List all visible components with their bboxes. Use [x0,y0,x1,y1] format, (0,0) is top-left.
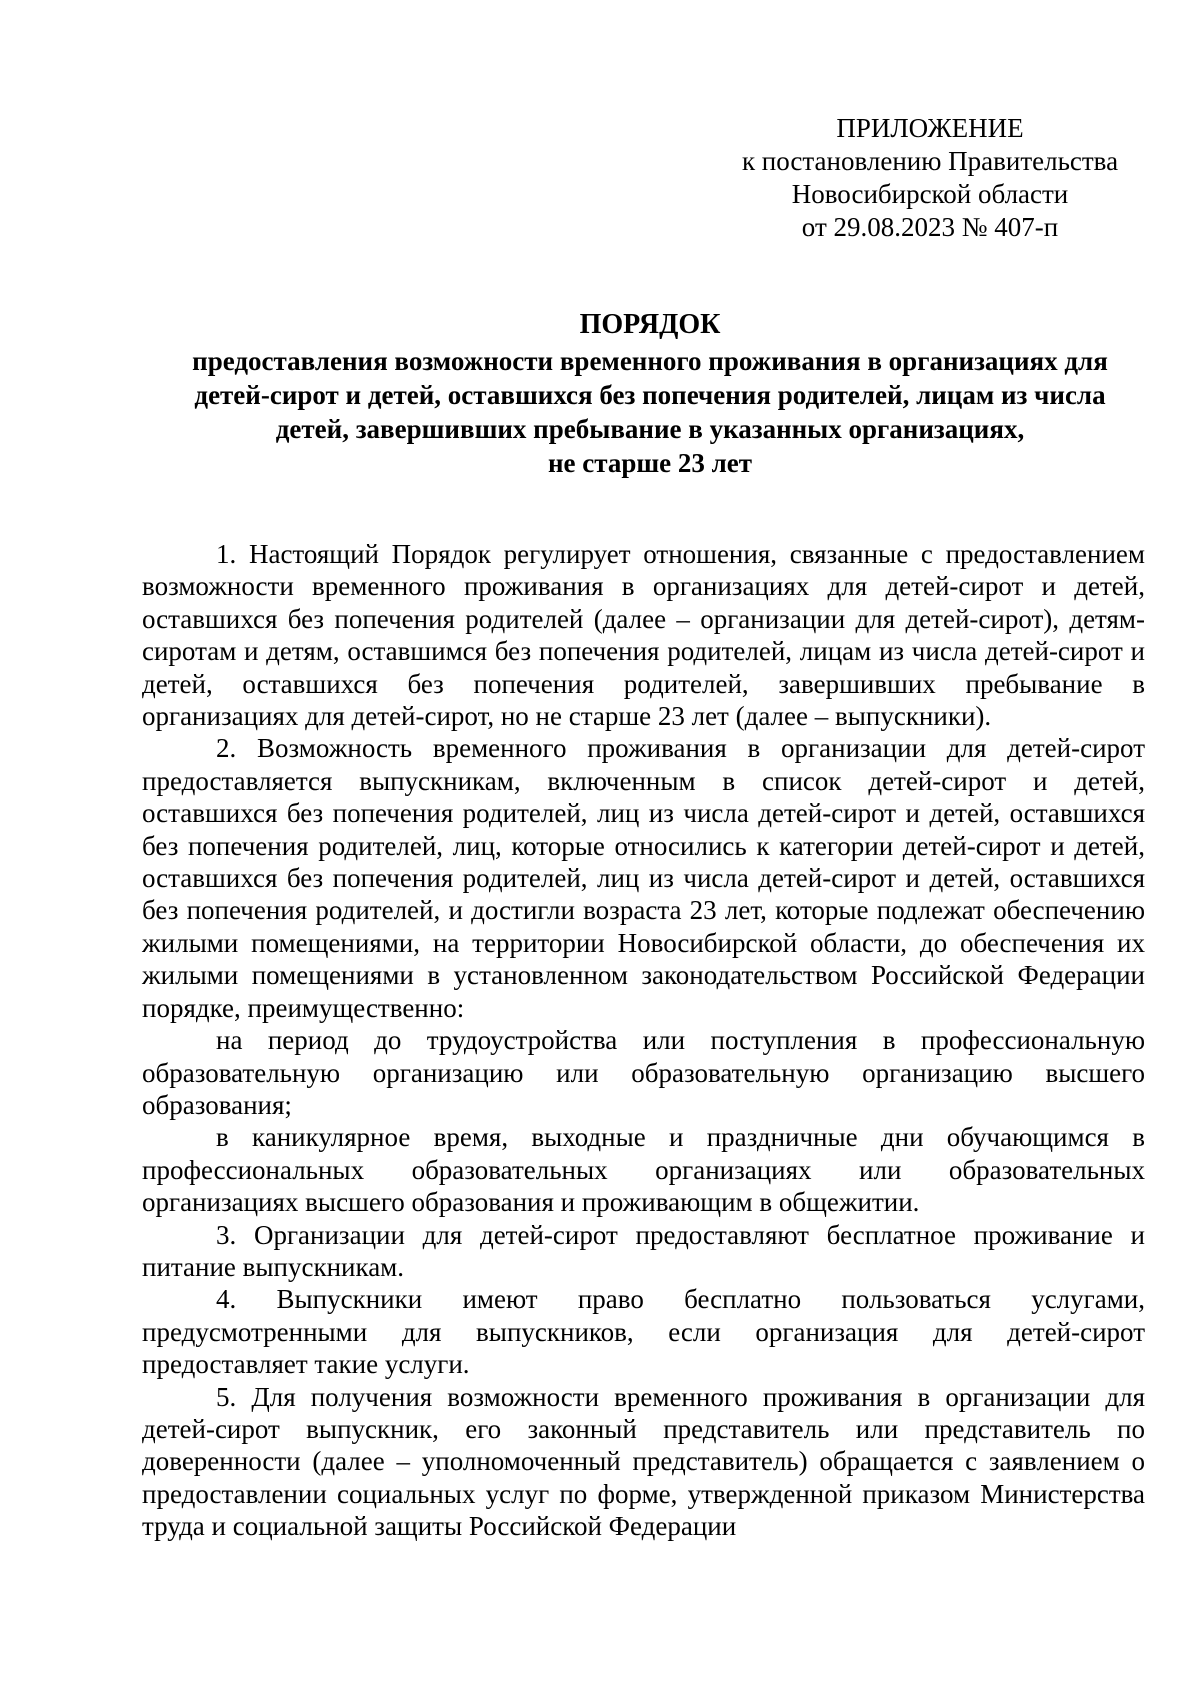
paragraph-3: 3. Организации для детей-сирот предоставляют бесплатное проживание и питание выпускникам. [142,1219,1145,1282]
paragraph-4: 4. Выпускники имеют право бесплатно пользоваться услугами, предусмотренными для выпускников, если организация для детей-сирот предоставляет такие услуги. [142,1284,1145,1380]
paragraph-2-item-2: в каникулярное время, выходные и праздничные дни обучающимся в профессиональных образовательных организациях или образовательных организациях высшего образования и проживающим в общежитии. [142,1122,1145,1218]
paragraph-2: 2. Возможность временного проживания в организации для детей-сирот предоставляется выпускникам, включенным в список детей-сирот и детей, оставшихся без попечения родителей, лиц из числа детей-сирот и детей, оставшихся без попечения родителей, лиц, которые относились к категории детей-сирот и детей, оставшихся без попечения родителей, лиц из числа детей-сирот и детей, оставшихся без попечения родителей, и достигли возраста 23 лет, которые подлежат обеспечению жилыми помещениями, на территории Новосибирской области, до обеспечения их жилыми помещениями в установленном законодательством Российской Федерации порядке, преимущественно: [142,733,1145,1023]
title-subtitle-line: предоставления возможности временного проживания в организациях для [192,346,1108,376]
paragraph-1: 1. Настоящий Порядок регулирует отношения, связанные с предоставлением возможности временного проживания в организациях для детей-сирот и детей, оставшихся без попечения родителей (далее – организации для детей-сирот), детям-сиротам и детям, оставшимся без попечения родителей, лицам из числа детей-сирот и детей, оставшихся без попечения родителей, завершивших пребывание в организациях для детей-сирот, но не старше 23 лет (далее – выпускники). [142,539,1145,732]
paragraph-2-item-1: на период до трудоустройства или поступления в профессиональную образовательную организацию или образовательную организацию высшего образования; [142,1025,1145,1120]
title-subtitle-line: не старше 23 лет [547,448,753,478]
appendix-title: ПРИЛОЖЕНИЕ [836,113,1024,143]
appendix-line: Новосибирской области [791,179,1069,209]
appendix-date-number: от 29.08.2023 № 407-п [801,212,1059,242]
document-body [142,538,1145,1543]
title-subtitle-line: детей, завершивших пребывание в указанных организациях, [275,414,1025,444]
appendix-line: к постановлению Правительства [741,146,1119,176]
title-main: ПОРЯДОК [579,309,721,340]
title-subtitle-line: детей-сирот и детей, оставшихся без попечения родителей, лицам из числа [194,380,1106,410]
document-title [120,308,1180,480]
appendix-header [700,112,1160,244]
paragraph-5: 5. Для получения возможности временного проживания в организации для детей-сирот выпускник, его законный представитель или представитель по доверенности (далее – уполномоченный представитель) обращается с заявлением о предоставлении социальных услуг по форме, утвержденной приказом Министерства труда и социальной защиты Российской Федерации [142,1381,1145,1542]
